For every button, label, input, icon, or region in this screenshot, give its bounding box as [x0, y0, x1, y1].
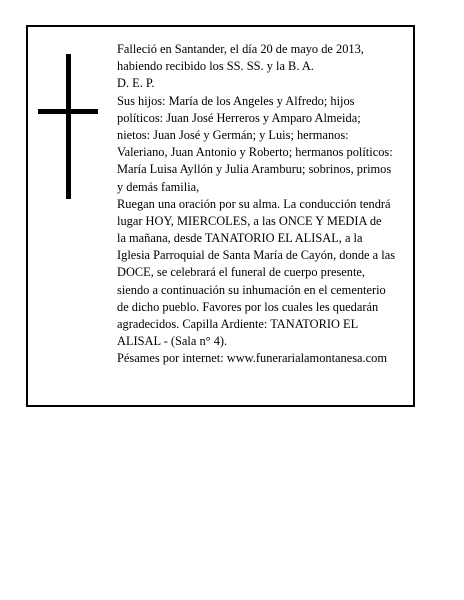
notice-line-sacraments: habiendo recibido los SS. SS. y la B. A. [117, 59, 314, 74]
cross-icon [38, 54, 98, 199]
obituary-notice [26, 25, 415, 407]
notice-line-family: María Luisa Ayllón y Julia Aramburu; sobrinos, primos [117, 162, 392, 177]
notice-line-service: agradecidos. Capilla Ardiente: TANATORIO EL [117, 317, 359, 331]
notice-line-condolences: Pésames por internet: www.funerarialamontanesa.com [117, 351, 387, 366]
notice-line-family: políticos: Juan José Herreros y Amparo Almeida; [117, 110, 361, 125]
notice-line-service: de dicho pueblo. Favores por los cuales les quedarán [117, 299, 379, 314]
notice-line-family: Valeriano, Juan Antonio y Roberto; hermanos políticos: [117, 145, 393, 160]
notice-line-service: lugar HOY, MIERCOLES, a las ONCE Y MEDIA de [117, 213, 382, 228]
cross-horizontal-bar [38, 109, 98, 114]
notice-line-service: Ruegan una oración por su alma. La conducción tendrá [117, 196, 391, 211]
notice-line-family: y demás familia, [117, 179, 200, 194]
notice-line-rip: D. E. P. [117, 76, 155, 91]
notice-text [117, 41, 415, 368]
notice-line-service: ALISAL - (Sala n° 4). [117, 334, 228, 349]
notice-line-service: la mañana, desde TANATORIO EL ALISAL, a la [117, 231, 363, 246]
cross-vertical-bar [66, 54, 71, 199]
notice-line-family: Sus hijos: María de los Angeles y Alfredo; hijos [117, 93, 355, 108]
notice-line-service: siendo a continuación su inhumación en el cementerio [117, 282, 386, 297]
notice-line-family: nietos: Juan José y Germán; y Luis; hermanos: [117, 127, 349, 142]
notice-line-service: DOCE, se celebrará el funeral de cuerpo presente, [117, 265, 366, 280]
notice-line-death: Falleció en Santander, el día 20 de mayo de 2013, [117, 42, 364, 56]
notice-line-service: Iglesia Parroquial de Santa María de Cayón, donde a las [117, 248, 396, 263]
